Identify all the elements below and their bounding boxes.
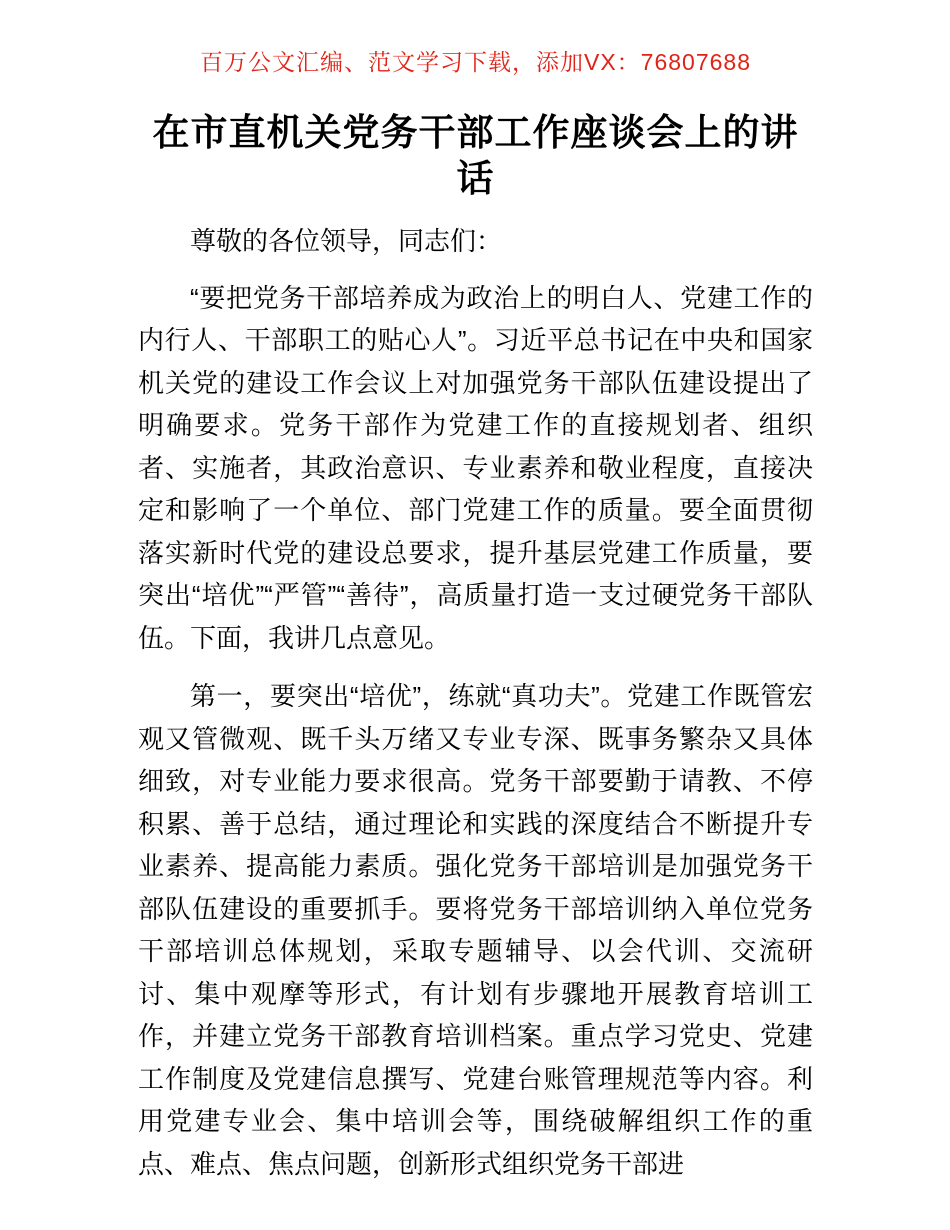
paragraph-1: “要把党务干部培养成为政治上的明白人、党建工作的内行人、干部职工的贴心人”。习近平总书记在中央和国家机关党的建设工作会议上对加强党务干部队伍建设提出了明确要求。党务干部作为党建工作的直接规划者、组织者、实施者，其政治意识、专业素养和敬业程度，直接决定和影响了一个单位、部门党建工作的质量。要全面贯彻落实新时代党的建设总要求，提升基层党建工作质量，要突出“培优”“严管”“善待”，高质量打造一支过硬党务干部队伍。下面，我讲几点意见。	[138, 282, 813, 653]
document-title: 在市直机关党务干部工作座谈会上的讲话	[152, 112, 799, 199]
promo-header-text: 百万公文汇编、范文学习下载，添加VX：76807688	[199, 49, 751, 75]
paragraph-2: 第一，要突出“培优”，练就“真功夫”。党建工作既管宏观又管微观、既千头万绪又专业专深、既事务繁杂又具体细致，对专业能力要求很高。党务干部要勤于请教、不停积累、善于总结，通过理论和实践的深度结合不断提升专业素养、提高能力素质。强化党务干部培训是加强党务干部队伍建设的重要抓手。要将党务干部培训纳入单位党务干部培训总体规划，采取专题辅导、以会代训、交流研讨、集中观摩等形式，有计划有步骤地开展教育培训工作，并建立党务干部教育培训档案。重点学习党史、党建工作制度及党建信息撰写、党建台账管理规范等内容。利用党建专业会、集中培训会等，围绕破解组织工作的重点、难点、焦点问题，创新形式组织党务干部进	[138, 681, 813, 1179]
greeting-line: 尊敬的各位领导，同志们：	[190, 226, 503, 256]
